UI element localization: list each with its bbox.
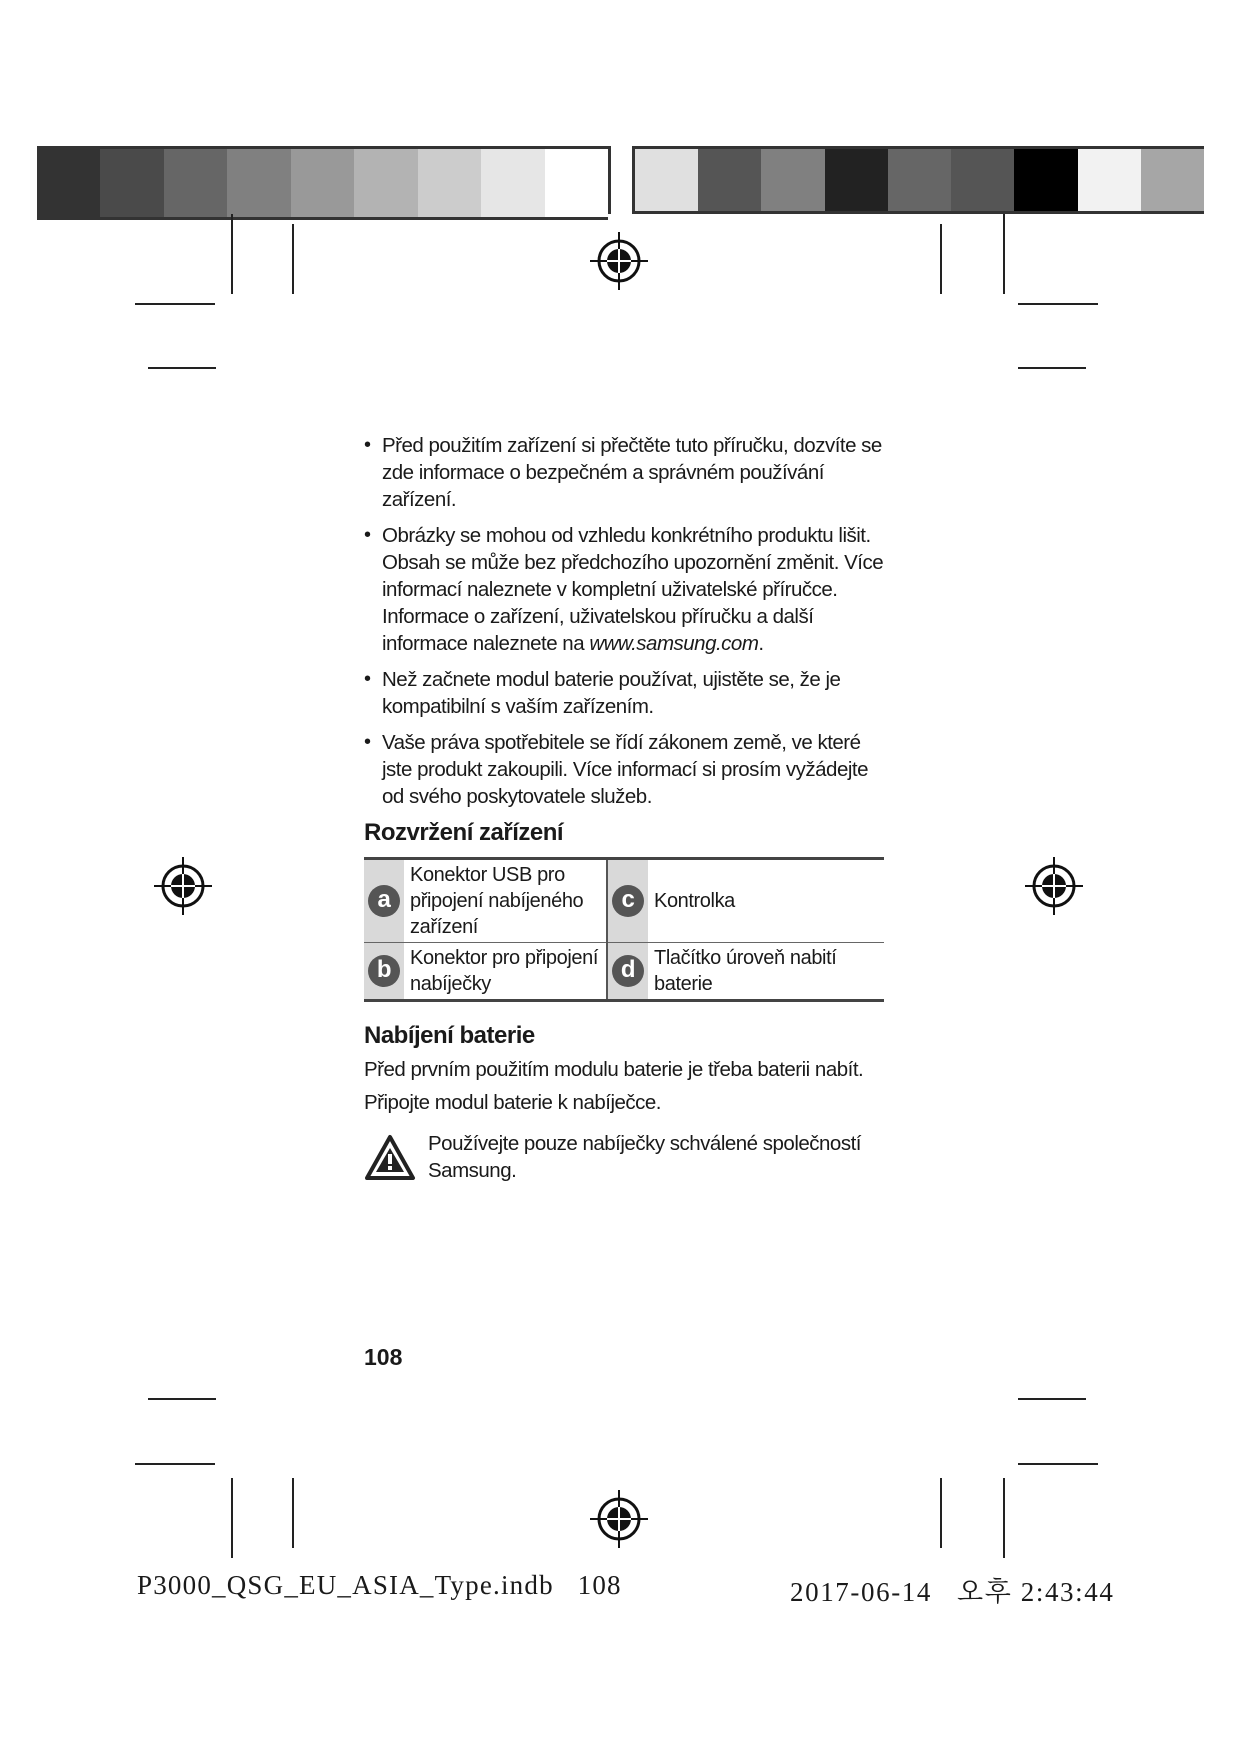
- section-heading-layout: Rozvržení zařízení: [364, 819, 564, 846]
- registration-mark-icon: [154, 857, 212, 915]
- warning-note: [364, 1130, 884, 1184]
- crop-mark: [231, 214, 233, 294]
- color-swatch: [418, 146, 481, 220]
- table-cell: Konektor USB pro připojení nabíjeného zařízení: [404, 859, 607, 943]
- color-swatch: [354, 146, 417, 220]
- color-swatch: [545, 146, 608, 220]
- badge-b-icon: b: [368, 955, 400, 987]
- color-swatch: [37, 146, 100, 220]
- warning-triangle-icon: [364, 1134, 416, 1182]
- color-swatch: [1078, 149, 1141, 211]
- list-item: • Obrázky se mohou od vzhledu konkrétního produktu lišit. Obsah se může bez předchozího upozornění změnit. Více informací naleznete v kompletní uživatelské příručce. Informace o zařízení, uživatelskou příručku a další informace naleznete na www.samsung.com.: [364, 522, 884, 657]
- color-swatch: [1141, 149, 1204, 211]
- crop-mark: [1003, 1478, 1005, 1558]
- samsung-website-link[interactable]: www.samsung.com: [589, 632, 759, 655]
- crop-mark: [292, 1478, 294, 1548]
- footer-timestamp: 2017-06-14 오후 2:43:44: [790, 1577, 1115, 1607]
- list-item: • Vaše práva spotřebitele se řídí zákonem země, ve které jste produkt zakoupili. Více informací si prosím vyžádejte od svého poskytovatele služeb.: [364, 729, 884, 810]
- device-layout-table: [364, 857, 884, 1002]
- table-cell: Konektor pro připojení nabíječky: [404, 943, 607, 1001]
- intro-bullet-list: [364, 432, 884, 810]
- list-item: • Před použitím zařízení si přečtěte tuto příručku, dozvíte se zde informace o bezpečném a správném používání zařízení.: [364, 432, 884, 513]
- crop-mark: [135, 1463, 215, 1465]
- warning-text: Používejte pouze nabíječky schválené společností Samsung.: [428, 1132, 861, 1182]
- crop-mark: [148, 367, 216, 369]
- color-swatch: [761, 149, 824, 211]
- badge-a-icon: a: [368, 885, 400, 917]
- crop-mark: [135, 303, 215, 305]
- charging-paragraph: Připojte modul baterie k nabíječce.: [364, 1091, 662, 1114]
- color-swatch: [227, 146, 290, 220]
- page-content: [364, 432, 884, 1184]
- registration-mark-icon: [590, 232, 648, 290]
- registration-mark-icon: [590, 1490, 648, 1548]
- crop-mark: [1018, 1463, 1098, 1465]
- color-swatch: [1014, 149, 1077, 211]
- crop-mark: [148, 1398, 216, 1400]
- color-calibration-bar-left: [37, 146, 611, 214]
- table-cell: Kontrolka: [648, 859, 884, 943]
- color-calibration-bar-right: [632, 146, 1204, 214]
- color-swatch: [100, 146, 163, 220]
- crop-mark: [231, 1478, 233, 1558]
- list-item: • Než začnete modul baterie používat, ujistěte se, že je kompatibilní s vaším zařízením.: [364, 666, 884, 720]
- registration-mark-icon: [1025, 857, 1083, 915]
- section-heading-charging: Nabíjení baterie: [364, 1022, 535, 1049]
- color-swatch: [635, 149, 698, 211]
- crop-mark: [1018, 1398, 1086, 1400]
- table-row: [364, 943, 884, 1001]
- badge-c-icon: c: [612, 885, 644, 917]
- footer-file-slug: P3000_QSG_EU_ASIA_Type.indb 108: [137, 1570, 622, 1600]
- color-swatch: [698, 149, 761, 211]
- crop-mark: [1018, 367, 1086, 369]
- color-swatch: [888, 149, 951, 211]
- color-swatch: [825, 149, 888, 211]
- crop-mark: [1003, 214, 1005, 294]
- charging-paragraph: Před prvním použitím modulu baterie je třeba baterii nabít.: [364, 1058, 864, 1081]
- color-swatch: [291, 146, 354, 220]
- crop-mark: [940, 1478, 942, 1548]
- crop-mark: [1018, 303, 1098, 305]
- table-row: [364, 859, 884, 943]
- crop-mark: [292, 224, 294, 294]
- badge-d-icon: d: [612, 955, 644, 987]
- table-cell: Tlačítko úroveň nabití baterie: [648, 943, 884, 1001]
- crop-mark: [940, 224, 942, 294]
- page-number: 108: [364, 1344, 403, 1370]
- color-swatch: [481, 146, 544, 220]
- color-swatch: [164, 146, 227, 220]
- color-swatch: [951, 149, 1014, 211]
